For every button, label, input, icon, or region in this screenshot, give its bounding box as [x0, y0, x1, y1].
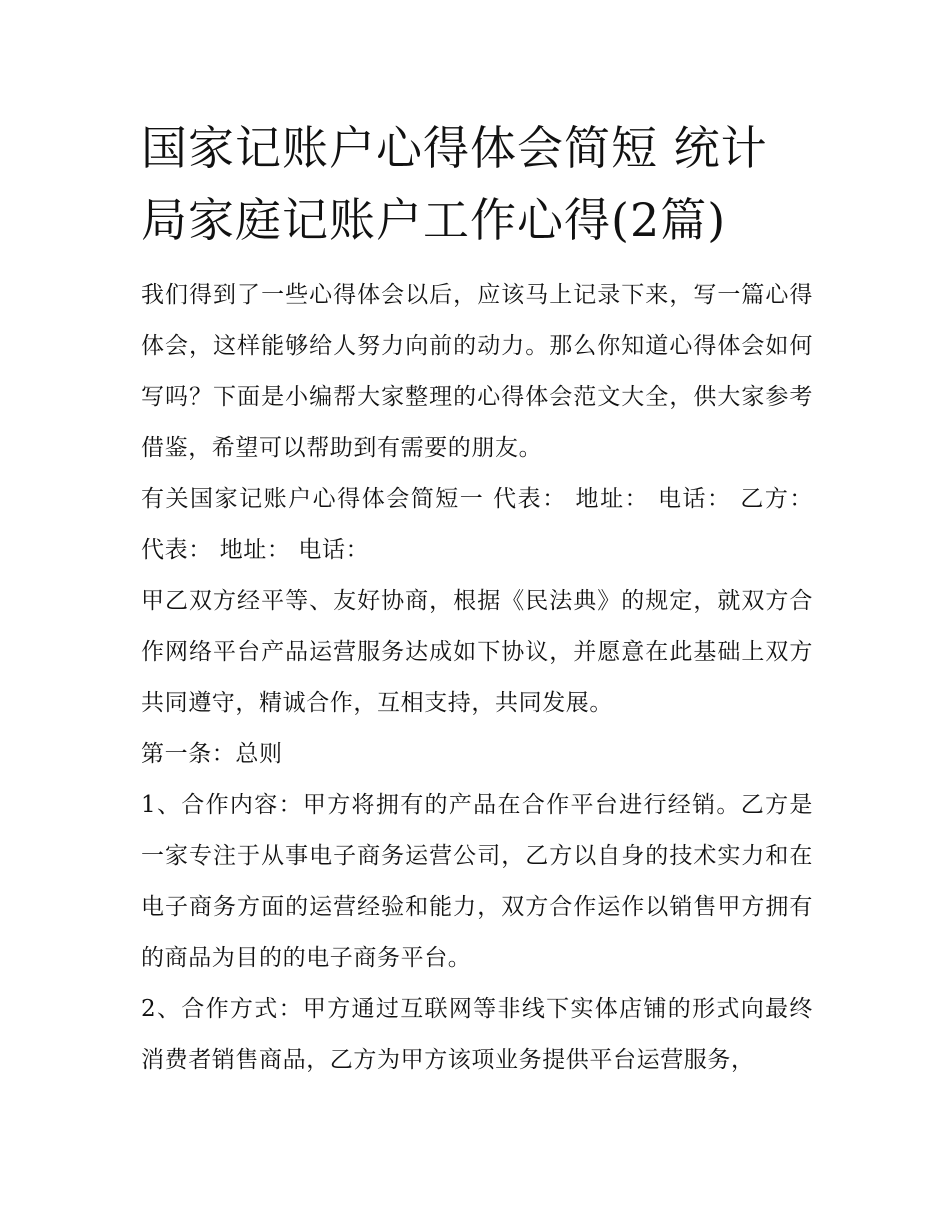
document-title: 国家记账户心得体会简短 统计局家庭记账户工作心得(2篇) — [141, 121, 768, 247]
agreement-paragraph: 甲乙双方经平等、友好协商，根据《民法典》的规定，就双方合作网络平台产品运营服务达成如下协议，并愿意在此基础上双方共同遵守，精诚合作，互相支持，共同发展。 — [141, 588, 813, 716]
section-heading: 第一条：总则 — [141, 741, 283, 767]
contact-paragraph: 有关国家记账户心得体会简短一 代表： 地址： 电话： 乙方： 代表： 地址： 电话： — [141, 486, 813, 563]
intro-paragraph: 我们得到了一些心得体会以后，应该马上记录下来，写一篇心得体会，这样能够给人努力向前的动力。那么你知道心得体会如何写吗？下面是小编帮大家整理的心得体会范文大全，供大家参考借鉴，希望可以帮助到有需要的朋友。 — [141, 282, 813, 461]
clause-2-paragraph: 2、合作方式：甲方通过互联网等非线下实体店铺的形式向最终消费者销售商品，乙方为甲方该项业务提供平台运营服务， — [141, 996, 813, 1073]
document-body — [141, 112, 813, 1086]
clause-1-paragraph: 1、合作内容：甲方将拥有的产品在合作平台进行经销。乙方是一家专注于从事电子商务运营公司，乙方以自身的技术实力和在电子商务方面的运营经验和能力，双方合作运作以销售甲方拥有的商品为目的的电子商务平台。 — [141, 792, 813, 971]
